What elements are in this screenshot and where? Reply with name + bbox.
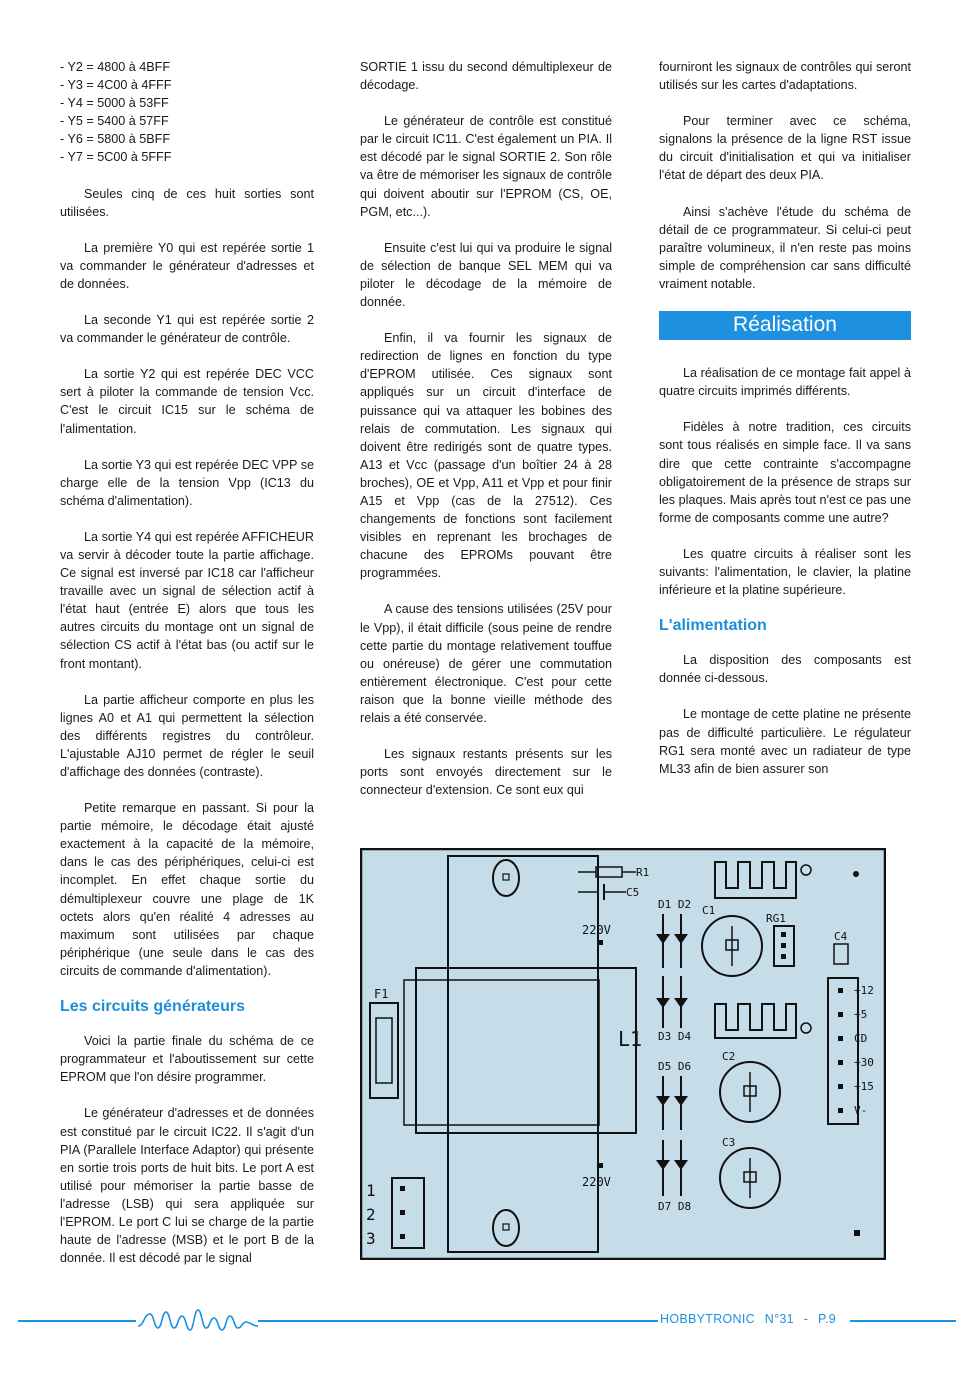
signal-wave-logo <box>136 1304 260 1336</box>
label-l1: L1 <box>618 1027 643 1051</box>
issue-number: N°31 <box>764 1312 794 1326</box>
label-c4: C4 <box>834 930 848 943</box>
paragraph: Le générateur de contrôle est constitué par le circuit IC11. C'est également un PIA. Il est décodé par le signal SORTIE 2. Son rôle va être de mémoriser les signaux de contrôle qui doivent aboutir sur l'EPROM (CS, OE, PGM, etc...). <box>360 114 612 219</box>
paragraph: SORTIE 1 issu du second démultiplexeur de décodage. <box>360 60 612 93</box>
list-item: - Y7 = 5C00 à 5FFF <box>60 150 172 165</box>
label-r1: R1 <box>636 866 650 879</box>
separator: - <box>803 1312 809 1326</box>
paragraph: Enfin, il va fournir les signaux de redirection de lignes en fonction du type d'EPROM utilisée. Ces signaux sont appliqués sur un circuit d'interface de puissance qui va attaquer les bobines des relais de commutation. Les signaux qui doivent être redirigés sont de quatre types. A13 et Vcc (passage d'un boîtier 24 à 28 broches), OE et Vpp, A11 et Vpp et pour finir A15 et Vpp (cas de la 27512). Ces changements de fonctions sont facilement visibles en reprenant les brochages de chacune des EPROMs pouvant être programmées. <box>360 331 612 581</box>
label-d3d4: D3 D4 <box>658 1030 692 1043</box>
section-heading: L'alimentation <box>659 617 767 635</box>
paragraph: La sortie Y3 qui est repérée DEC VPP se charge elle de la tension Vpp (IC13 du schéma d'alimentation). <box>60 457 314 508</box>
label-plus12: +12 <box>854 984 874 997</box>
footer-rule <box>850 1320 956 1322</box>
footer-rule <box>18 1320 136 1322</box>
list-item: - Y5 = 5400 à 57FF <box>60 114 169 129</box>
paragraph: Les quatre circuits à réaliser sont les suivants: l'alimentation, le clavier, la platine inférieure et la platine supérieure. <box>659 546 911 598</box>
label-plus15: +15 <box>854 1080 874 1093</box>
paragraph: Ainsi s'achève l'étude du schéma de détail de ce programmateur. Si celui-ci peut paraître volumineux, il n'en reste pas moins simple de compréhension car sans difficulté vraiment notable. <box>659 204 911 291</box>
column-3 <box>659 58 911 796</box>
label-c5: C5 <box>626 886 640 899</box>
paragraph: La disposition des composants est donnée ci-dessous. <box>659 653 911 686</box>
page-number: P.9 <box>817 1312 836 1326</box>
list-item: - Y4 = 5000 à 53FF <box>60 96 169 111</box>
list-item: - Y2 = 4800 à 4BFF <box>60 60 171 74</box>
label-d7d8: D7 D8 <box>658 1200 692 1213</box>
column-2 <box>360 58 612 817</box>
paragraph: Le montage de cette platine ne présente pas de difficulté particulière. Le régulateur RG1 sera monté avec un radiateur de type ML33 afin de bien assurer son <box>659 707 911 776</box>
paragraph: La sortie Y4 qui est repérée AFFICHEUR va servir à décoder toute la partie affichage. Ce signal est inversé par IC18 car l'afficheur travaille avec un signal de sélection actif à l'état haut (entrée E) alors que tous les autres circuits du montage ont un signal de sélection CS actif à l'état bas (ou actif sur le front montant). <box>60 529 314 671</box>
paragraph: Petite remarque en passant. Si pour la partie mémoire, le décodage était ajusté exactement à la capacité de la mémoire, dans le cas des périphériques, celui-ci est incomplet. En effet chaque sortie du démultiplexeur couvre une plage de 1K octets alors qu'en réalité 4 adresses au maximum sont utilisées par chaque périphérique (une seule dans le cas des circuits de commande d'alimentation). <box>60 801 314 978</box>
pcb-layout-figure <box>360 848 886 1260</box>
list-item: - Y3 = 4C00 à 4FFF <box>60 78 172 93</box>
label-plus5: +5 <box>854 1008 868 1021</box>
paragraph: Ensuite c'est lui qui va produire le signal de sélection de banque SEL MEM qui va piloter le décodage de la mémoire de donnée. <box>360 240 612 310</box>
paragraph: Fidèles à notre tradition, ces circuits sont tous réalisés en simple face. Il va sans dire que cette contrainte s'accompagne obligatoirement de la présence de straps sur les plaques. Mais après tout n'est ce pas une forme de composants comme une autre? <box>659 420 911 525</box>
label-pin2: 2 <box>366 1205 376 1224</box>
label-v-minus: V- <box>854 1104 868 1117</box>
paragraph: La sortie Y2 qui est repérée DEC VCC sert à piloter la commande de tension Vcc. C'est le circuit IC15 sur le schéma de l'alimentation. <box>60 367 314 436</box>
page-footer <box>0 1300 963 1340</box>
label-220v-top: 220V <box>582 923 611 937</box>
paragraph: Seules cinq de ces huit sorties sont utilisées. <box>60 186 314 219</box>
paragraph: La première Y0 qui est repérée sortie 1 va commander le générateur d'adresses et de données. <box>60 240 314 291</box>
paragraph: Voici la partie finale du schéma de ce programmateur et l'aboutissement sur cette EPROM que l'on désire programmer. <box>60 1034 314 1085</box>
list-item: - Y6 = 5800 à 5BFF <box>60 132 171 147</box>
label-c3: C3 <box>722 1136 736 1149</box>
label-c1: C1 <box>702 904 716 917</box>
label-rg1: RG1 <box>766 912 786 925</box>
paragraph: fourniront les signaux de contrôles qui seront utilisés sur les cartes d'adaptations. <box>659 60 911 93</box>
paragraph: La réalisation de ce montage fait appel à quatre circuits imprimés différents. <box>659 366 911 399</box>
paragraph: A cause des tensions utilisées (25V pour le Vpp), il était difficile (sous peine de rendre cette partie du montage relativement touffue ou onéreuse) de gérer une commutation entièrement électronique. C'est pour cette raison que la bonne vieille méthode des relais a été conservée. <box>360 602 612 725</box>
paragraph: Le générateur d'adresses et de données est constitué par le circuit IC22. Il s'agit d'un PIA (Parallele Interface Adaptor) qui présente en sortie trois ports de huit bits. Le port A est utilisé pour mémoriser la partie basse de l'adresse (LSB) qui sera appliquée sur l'EPROM. Le port C lui se charge de la partie haute de l'adresse (MSB) et le port B de la donnée. Il est décodé par le signal <box>60 1106 314 1266</box>
section-heading: Les circuits générateurs <box>60 998 245 1016</box>
label-d5d6: D5 D6 <box>658 1060 692 1073</box>
paragraph: Pour terminer avec ce schéma, signalons la présence de la ligne RST issue du circuit d'initialisation et qui va initialiser l'état de départ des deux PIA. <box>659 114 911 183</box>
address-list <box>60 58 314 167</box>
footer-brand <box>660 1312 842 1326</box>
label-cd: CD <box>854 1032 868 1045</box>
paragraph: Les signaux restants présents sur les ports sont envoyés directement sur le connecteur d'extension. Ce sont eux qui <box>360 747 612 798</box>
label-d1d2: D1 D2 <box>658 898 692 911</box>
magazine-name: HOBBYTRONIC <box>660 1312 755 1326</box>
footer-rule <box>258 1320 658 1322</box>
label-pin1: 1 <box>366 1181 376 1200</box>
label-c2: C2 <box>722 1050 736 1063</box>
label-f1: F1 <box>374 987 389 1001</box>
section-banner: Réalisation <box>659 311 911 340</box>
paragraph: La partie afficheur comporte en plus les lignes A0 et A1 qui permettent la sélection des différents registres du contrôleur. L'ajustable AJ10 permet de régler le seuil d'affichage des données (contraste). <box>60 692 314 779</box>
paragraph: La seconde Y1 qui est repérée sortie 2 va commander le générateur de contrôle. <box>60 313 314 346</box>
label-pin3: 3 <box>366 1229 376 1248</box>
label-plus30: +30 <box>854 1056 874 1069</box>
label-220v-bottom: 220V <box>582 1175 611 1189</box>
column-1 <box>60 58 314 1285</box>
pcb-board <box>361 849 885 1259</box>
